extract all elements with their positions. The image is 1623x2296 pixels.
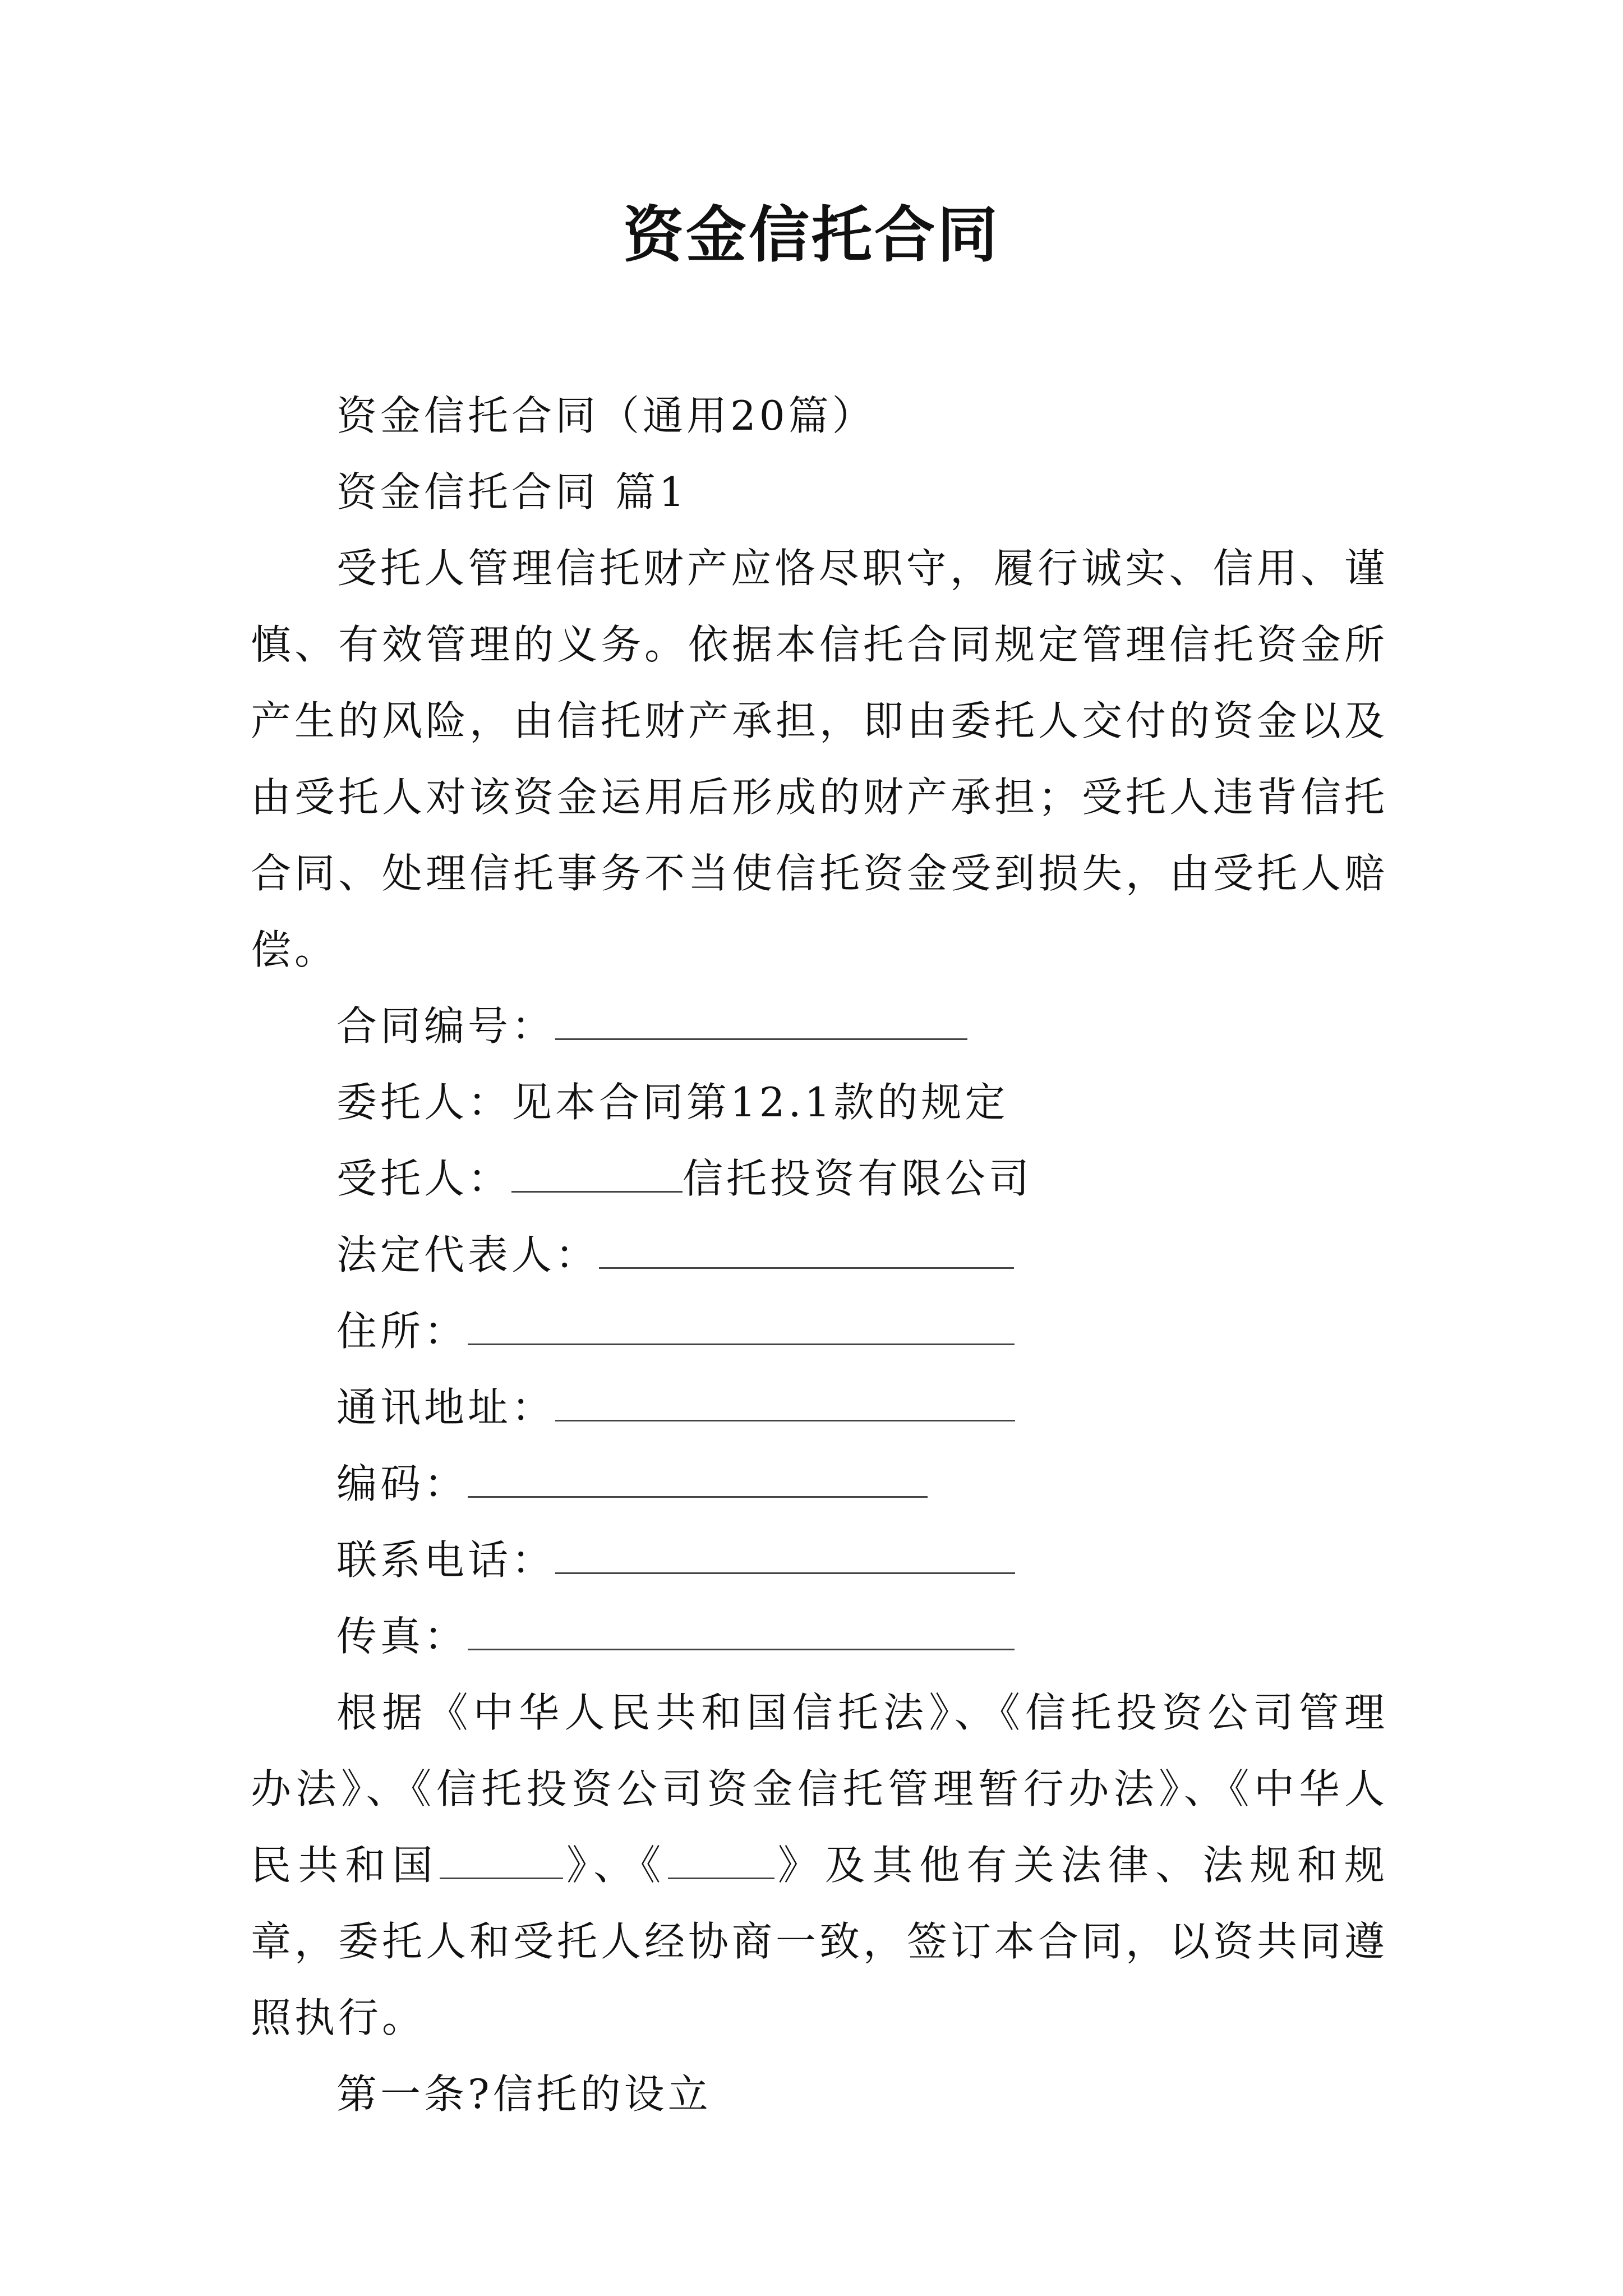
- blank-line: [468, 1310, 1015, 1345]
- field-label: 合同编号：: [336, 1002, 556, 1050]
- field-trustee: [251, 1140, 1388, 1217]
- blank-line: [599, 1234, 1014, 1269]
- blank-line: [468, 1615, 1015, 1650]
- blank-line: [555, 1005, 967, 1040]
- field-address: [251, 1293, 1388, 1369]
- field-label: 受托人：: [336, 1155, 512, 1202]
- field-label: 编码：: [336, 1460, 468, 1507]
- blank-line: [468, 1462, 928, 1498]
- basis-paragraph: [251, 1674, 1388, 2056]
- basis-part-3: 》及其他有关法律、法规和规章，委托人和受托人经协商一致，签订本合同，以资共同遵照执行。: [251, 1842, 1389, 2041]
- field-postcode: [251, 1446, 1388, 1522]
- field-principal: 委托人：见本合同第12.1款的规定: [336, 1079, 1009, 1126]
- blank-line: [555, 1386, 1015, 1421]
- field-phone: [251, 1522, 1388, 1598]
- blank-line: [511, 1157, 683, 1193]
- field-legal-rep: [251, 1217, 1388, 1293]
- blank-line: [555, 1539, 1015, 1574]
- basis-part-2: 》、《: [562, 1842, 668, 1889]
- document-title: 资金信托合同: [623, 200, 1000, 270]
- blank-line: [668, 1844, 774, 1879]
- document-body: [251, 378, 1388, 2132]
- field-mail-address: [251, 1369, 1388, 1446]
- subtitle: 资金信托合同（通用20篇）: [336, 392, 876, 439]
- field-label: 法定代表人：: [336, 1231, 600, 1278]
- field-label: 传真：: [336, 1613, 468, 1660]
- article-1-heading: 第一条?信托的设立: [336, 2070, 712, 2118]
- field-label: 住所：: [336, 1308, 468, 1355]
- intro-paragraph: 受托人管理信托财产应恪尽职守，履行诚实、信用、谨慎、有效管理的义务。依据本信托合同规定管理信托资金所产生的风险，由信托财产承担，即由委托人交付的资金以及由受托人对该资金运用后形成的财产承担；受托人违背信托合同、处理信托事务不当使信托资金受到损失，由受托人赔偿。: [251, 545, 1389, 973]
- trustee-suffix: 信托投资有限公司: [683, 1155, 1033, 1202]
- field-contract-no: [251, 988, 1388, 1064]
- field-fax: [251, 1598, 1388, 1674]
- blank-line: [440, 1844, 563, 1879]
- field-label: 联系电话：: [336, 1536, 556, 1584]
- field-label: 通讯地址：: [336, 1384, 556, 1431]
- section-heading: 资金信托合同 篇1: [336, 468, 688, 516]
- basis-part-1: 根据《中华人民共和国信托法》、《信托投资公司管理办法》、《信托投资公司资金信托管理暂行办法》、《中华人民共和国: [251, 1689, 1388, 1889]
